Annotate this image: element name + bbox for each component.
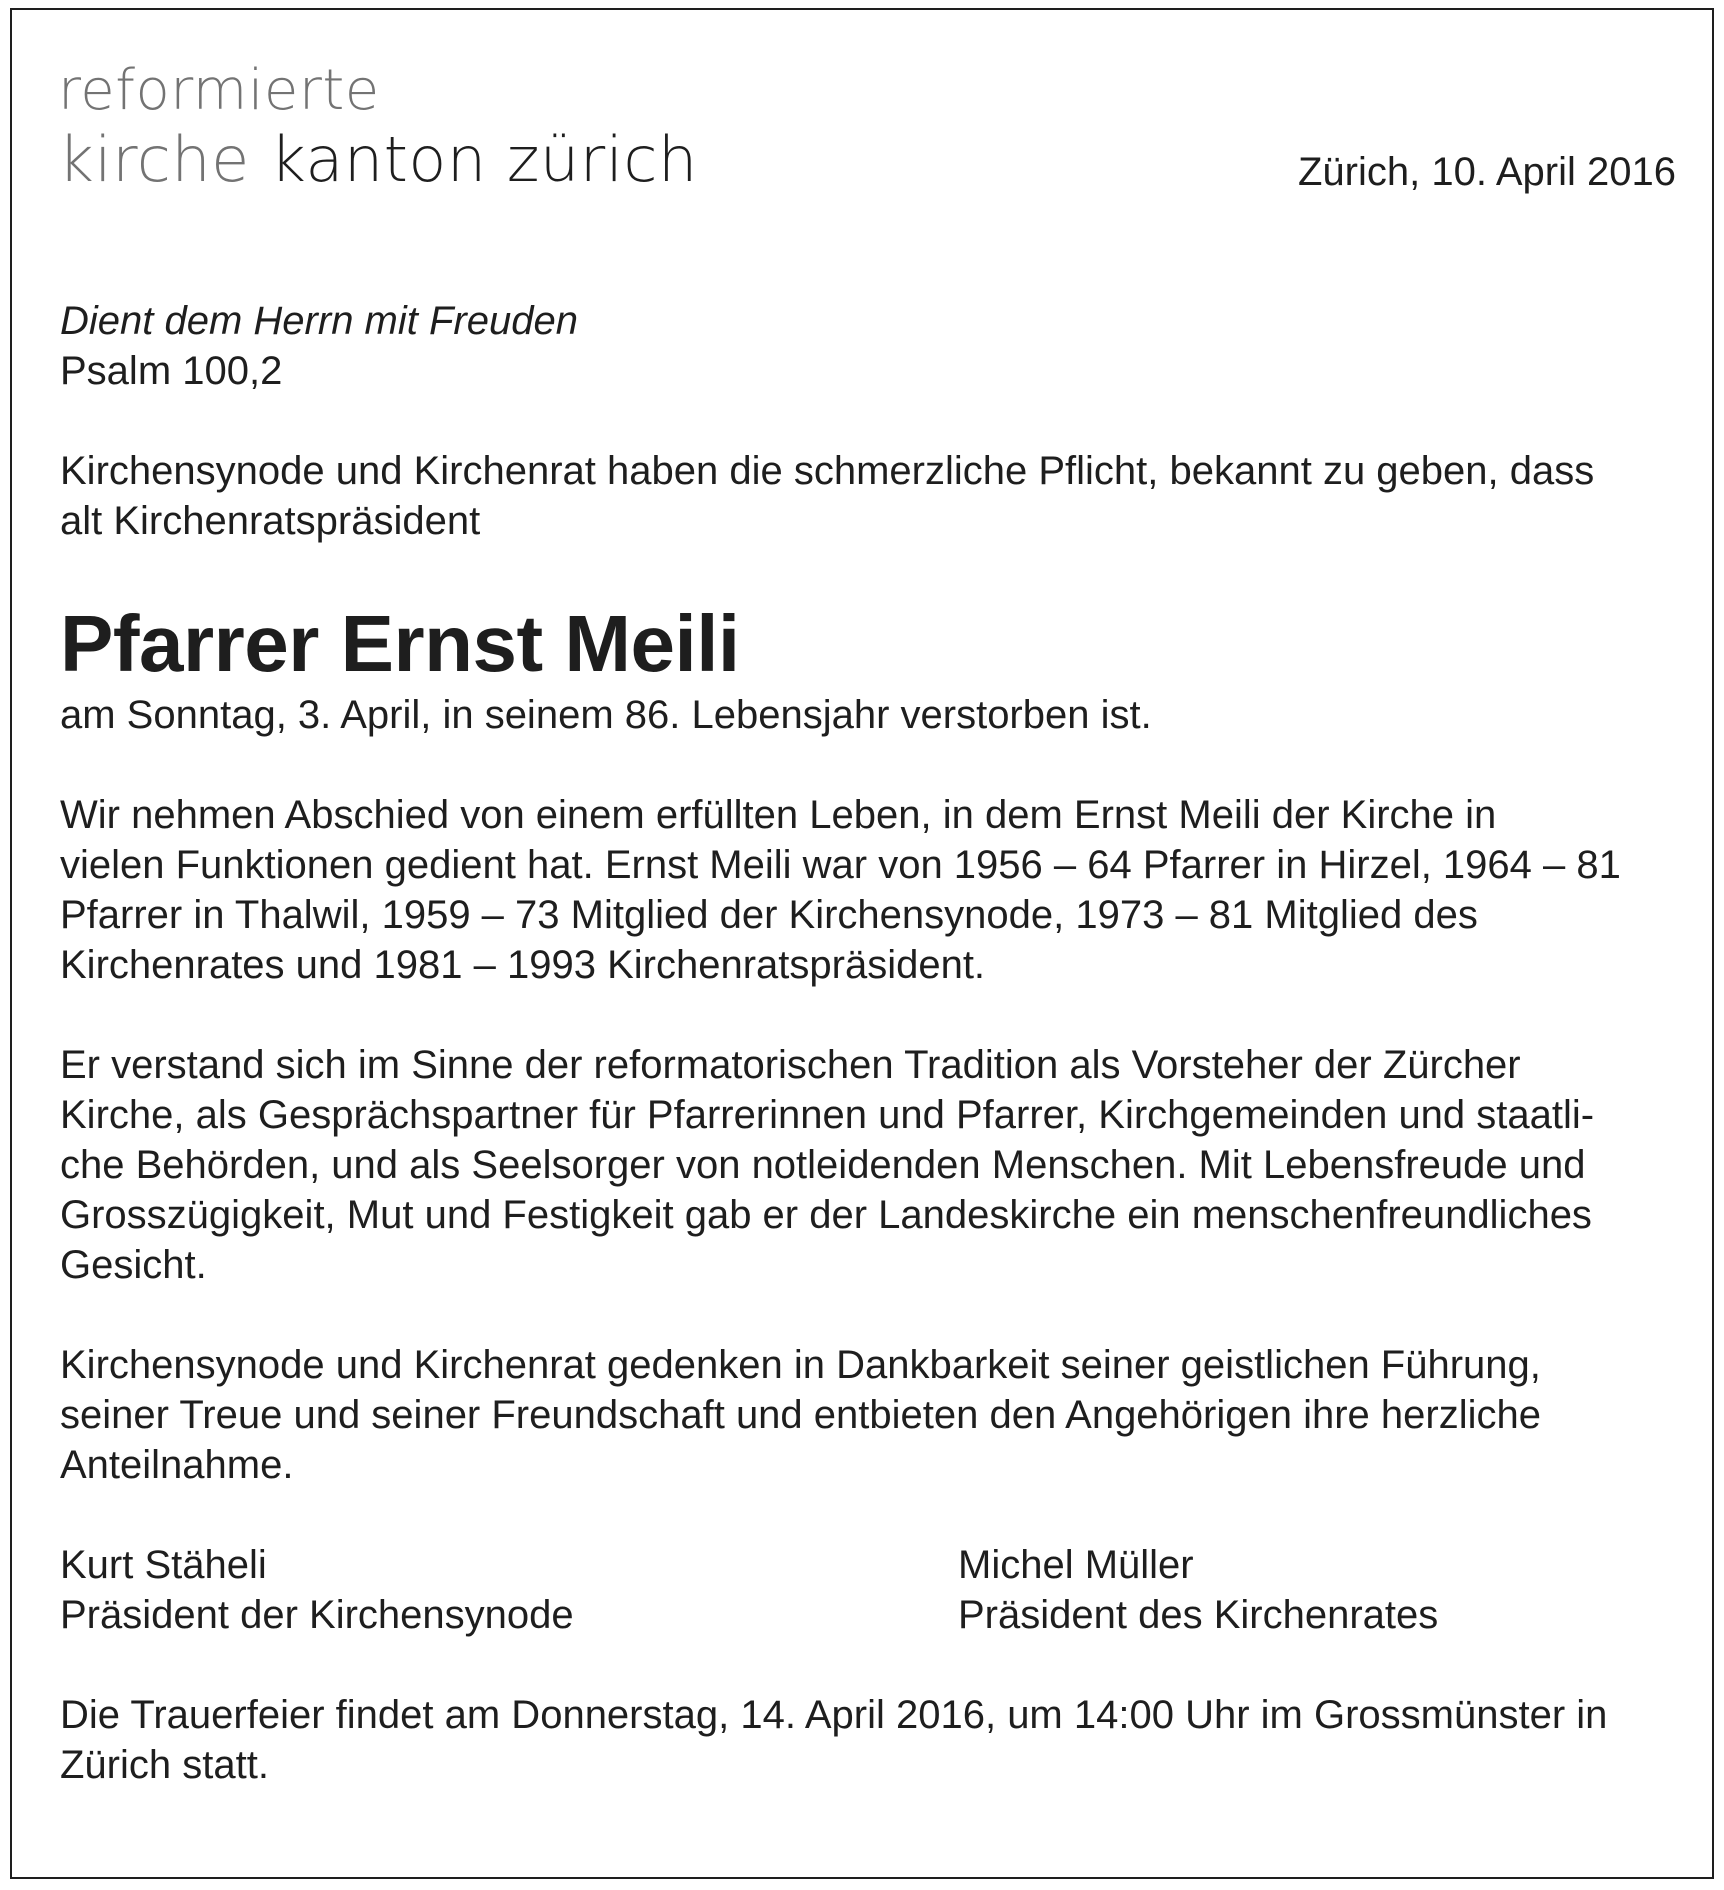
- church-logo: [58, 58, 698, 196]
- paragraph-line: Zürich statt.: [60, 1743, 269, 1787]
- paragraph-line: Wir nehmen Abschied von einem erfüllten Leben, in dem Ernst Meili der Kirche in: [60, 793, 1497, 837]
- paragraph-line: Kirchenrates und 1981 – 1993 Kirchenratspräsident.: [60, 943, 986, 987]
- motto-quote: Dient dem Herrn mit Freuden: [60, 299, 578, 343]
- intro-line-2: alt Kirchenratspräsident: [60, 499, 481, 543]
- deceased-name: Pfarrer Ernst Meili: [60, 599, 740, 688]
- logo-line-2: [58, 124, 698, 196]
- logo-line-1: reformierte: [58, 58, 380, 123]
- notice-date: Zürich, 10. April 2016: [1298, 150, 1676, 194]
- motto-reference: Psalm 100,2: [60, 349, 283, 393]
- signatory-title: Präsident des Kirchenrates: [958, 1593, 1439, 1637]
- paragraph-line: seiner Treue und seiner Freundschaft und entbieten den Angehörigen ihre herzliche: [60, 1393, 1541, 1437]
- signatory-title: Präsident der Kirchensynode: [60, 1593, 574, 1637]
- intro-line-1: Kirchensynode und Kirchenrat haben die schmerzliche Pflicht, bekannt zu geben, dass: [60, 449, 1595, 493]
- signatory-name: Michel Müller: [958, 1543, 1194, 1587]
- paragraph-tribute: [60, 1040, 1680, 1290]
- logo-word-kirche: kirche: [58, 123, 250, 196]
- signature-council-president: [958, 1540, 1680, 1640]
- paragraph-line: vielen Funktionen gedient hat. Ernst Meili war von 1956 – 64 Pfarrer in Hirzel, 1964 – 81: [60, 843, 1621, 887]
- paragraph-biography: [60, 790, 1680, 990]
- paragraph-line: che Behörden, und als Seelsorger von notleidenden Menschen. Mit Lebensfreude und: [60, 1143, 1586, 1187]
- paragraph-condolence: [60, 1340, 1680, 1490]
- paragraph-line: Anteilnahme.: [60, 1443, 294, 1487]
- death-notice: am Sonntag, 3. April, in seinem 86. Lebensjahr verstorben ist.: [60, 693, 1152, 737]
- signature-block: [60, 1540, 1680, 1640]
- paragraph-line: Pfarrer in Thalwil, 1959 – 73 Mitglied der Kirchensynode, 1973 – 81 Mitglied des: [60, 893, 1478, 937]
- paragraph-line: Grosszügigkeit, Mut und Festigkeit gab er der Landeskirche ein menschenfreundliches: [60, 1193, 1592, 1237]
- paragraph-line: Die Trauerfeier findet am Donnerstag, 14. April 2016, um 14:00 Uhr im Grossmünster in: [60, 1693, 1608, 1737]
- signatory-name: Kurt Stäheli: [60, 1543, 267, 1587]
- paragraph-line: Gesicht.: [60, 1243, 207, 1287]
- signature-synod-president: [60, 1540, 958, 1640]
- paragraph-line: Kirchensynode und Kirchenrat gedenken in Dankbarkeit seiner geistlichen Führung,: [60, 1343, 1541, 1387]
- paragraph-line: Kirche, als Gesprächspartner für Pfarrerinnen und Pfarrer, Kirchgemeinden und staatli-: [60, 1093, 1595, 1137]
- paragraph-line: Er verstand sich im Sinne der reformatorischen Tradition als Vorsteher der Zürcher: [60, 1043, 1521, 1087]
- logo-word-kanton-zuerich: kanton zürich: [270, 123, 698, 196]
- funeral-announcement: [60, 1690, 1680, 1790]
- notice-body: [60, 296, 1680, 1790]
